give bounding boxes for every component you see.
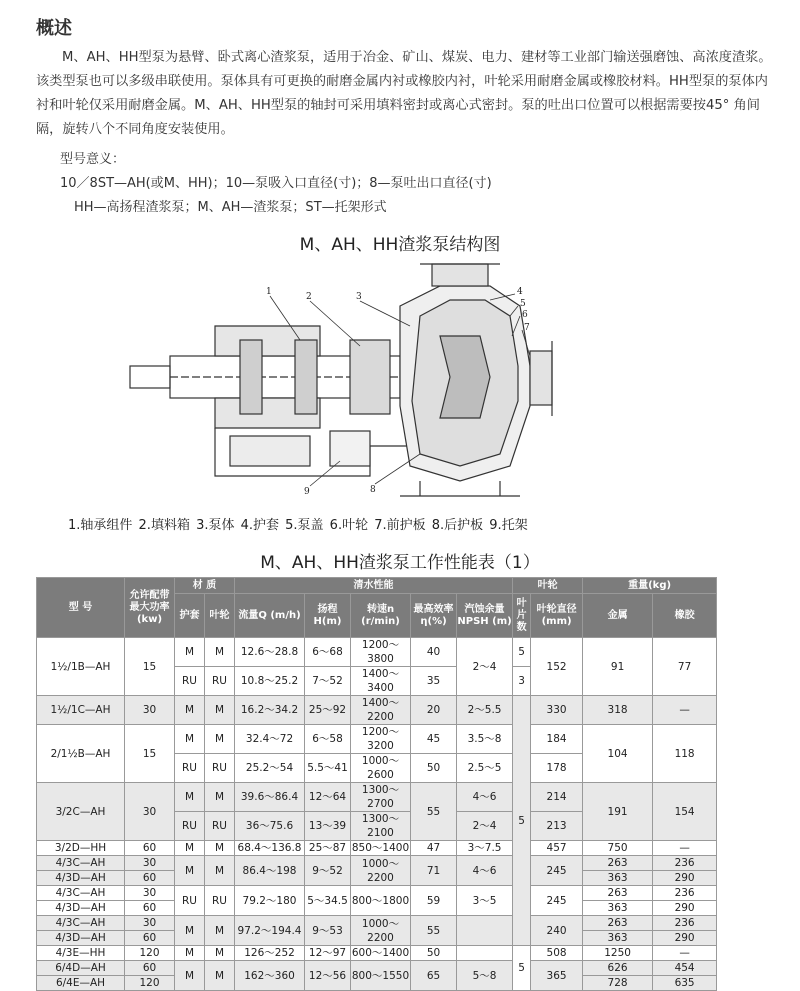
model-meaning-line-1: 10／8ST—AH(或M、HH)；10—泵吸入口直径(寸)；8—泵吐出口直径(寸) [60,176,492,191]
table-cell: 40 [411,638,457,667]
table-cell: 2～5.5 [457,696,513,725]
table-cell: 330 [531,696,583,725]
table-cell: 7～52 [305,667,351,696]
table-cell: 55 [411,783,457,841]
table-cell [457,916,513,946]
table-cell: 1200～3800 [351,638,411,667]
table-cell: 6/4E—AH [37,976,125,991]
diagram-title: M、AH、HH渣浆泵结构图 [299,235,501,255]
table-cell: 30 [125,783,175,841]
table-cell: 152 [531,638,583,696]
stuffing-box [350,340,390,414]
table-row [37,783,717,812]
callout-6: 6 [522,310,528,320]
table-cell: 36～75.6 [235,812,305,841]
table-cell: 4/3D—AH [37,901,125,916]
table-cell: 97.2～194.4 [235,916,305,946]
callout-5: 5 [520,299,526,309]
table-cell: 35 [411,667,457,696]
table-cell: 236 [653,916,717,931]
suction-inlet [530,351,552,405]
table-cell: 4～6 [457,856,513,886]
header-impeller: 叶轮 [513,578,583,594]
table-cell: 4/3E—HH [37,946,125,961]
table-cell: M [205,783,235,812]
header-weight-metal: 金属 [583,594,653,638]
section-heading: 概述 [36,18,72,39]
table-cell: 4/3C—AH [37,916,125,931]
table-cell: 50 [411,754,457,783]
table-cell: 12～64 [305,783,351,812]
model-meaning-line-2: HH—高扬程渣浆泵；M、AH—渣浆泵；ST—托架形式 [74,200,387,215]
table-cell: 25～87 [305,841,351,856]
table-cell: 30 [125,696,175,725]
table-cell: 5.5～41 [305,754,351,783]
callout-2: 2 [306,292,312,302]
table-cell: 318 [583,696,653,725]
table-cell: 236 [653,886,717,901]
table-cell: 6～58 [305,725,351,754]
callout-8: 8 [370,485,376,495]
table-cell: 118 [653,725,717,783]
table-cell: 1300～2100 [351,812,411,841]
table-cell: 1300～2700 [351,783,411,812]
table-cell: 363 [583,901,653,916]
table-cell: 47 [411,841,457,856]
table-cell: 3/2C—AH [37,783,125,841]
header-head: 扬程 H(m) [305,594,351,638]
table-row [37,946,717,961]
table-cell: 184 [531,725,583,754]
table-cell: M [175,961,205,991]
table-cell [457,946,513,961]
table-cell: 12～97 [305,946,351,961]
header-imp-material: 叶轮 [205,594,235,638]
table-cell: 5～34.5 [305,886,351,916]
table-cell: 60 [125,961,175,976]
pump-structure-diagram [120,256,560,506]
header-blades: 叶片数 [513,594,531,638]
table-cell: 263 [583,916,653,931]
shaft-end [130,366,170,388]
table-cell: 50 [411,946,457,961]
header-power: 允许配带最大功率(kw) [125,578,175,638]
table-cell: 65 [411,961,457,991]
table-cell: 363 [583,931,653,946]
table-cell: 77 [653,638,717,696]
table-cell: 60 [125,901,175,916]
header-impeller-dia: 叶轮直径 (mm) [531,594,583,638]
callout-4: 4 [517,287,523,297]
table-row [37,856,717,871]
table-cell: 626 [583,961,653,976]
header-model: 型 号 [37,578,125,638]
table-cell: 68.4～136.8 [235,841,305,856]
table-cell: 30 [125,886,175,901]
table-cell: 162～360 [235,961,305,991]
table-cell: M [175,916,205,946]
table-row [37,725,717,754]
table-cell: 1200～3200 [351,725,411,754]
table-cell: 6/4D—AH [37,961,125,976]
header-clear-water: 清水性能 [235,578,513,594]
table-cell: 154 [653,783,717,841]
table-cell: 508 [531,946,583,961]
table-cell: 728 [583,976,653,991]
table-cell: 1250 [583,946,653,961]
callout-7: 7 [524,323,530,333]
table-cell: 2～4 [457,812,513,841]
table-cell: M [175,841,205,856]
table-cell: 1½/1B—AH [37,638,125,696]
table-row [37,841,717,856]
table-cell: 245 [531,856,583,886]
table-cell: 3 [513,667,531,696]
table-cell: 86.4～198 [235,856,305,886]
table-cell: 5 [513,696,531,946]
table-cell: RU [175,886,205,916]
table-cell: 4/3D—AH [37,931,125,946]
frame-support [230,436,310,466]
bearing-right [295,340,317,414]
table-cell: 45 [411,725,457,754]
table-cell: 4/3C—AH [37,856,125,871]
table-cell: 15 [125,725,175,783]
table-cell: 16.2～34.2 [235,696,305,725]
table-cell: 1000～2200 [351,856,411,886]
table-cell: 60 [125,871,175,886]
table-cell: 2～4 [457,638,513,696]
table-cell: 30 [125,856,175,871]
table-cell: 2/1½B—AH [37,725,125,783]
table-cell: 60 [125,841,175,856]
table-row [37,961,717,976]
table-cell: 178 [531,754,583,783]
table-cell: 263 [583,856,653,871]
table-cell: M [205,725,235,754]
table-cell: RU [175,667,205,696]
table-cell: M [175,696,205,725]
table-cell: 5 [513,638,531,667]
table-cell: M [175,783,205,812]
table-cell: 240 [531,916,583,946]
table-cell: M [205,916,235,946]
header-weight: 重量(kg) [583,578,717,594]
table-cell: 13～39 [305,812,351,841]
table-cell: M [175,725,205,754]
table-cell: 1400～3400 [351,667,411,696]
table-cell: RU [205,812,235,841]
table-cell: 800～1550 [351,961,411,991]
table-row [37,638,717,667]
header-npsh: 汽蚀余量 NPSH (m) [457,594,513,638]
header-flow: 流量Q (m/h) [235,594,305,638]
header-speed: 转速n (r/min) [351,594,411,638]
bearing-left [240,340,262,414]
table-cell: 213 [531,812,583,841]
performance-table [36,577,717,991]
table-cell: — [653,946,717,961]
table-title: M、AH、HH渣浆泵工作性能表（1） [260,553,540,573]
table-cell: 30 [125,916,175,931]
table-cell: M [175,638,205,667]
table-row [37,696,717,725]
table-cell: 59 [411,886,457,916]
table-cell: 214 [531,783,583,812]
table-cell: 10.8～25.2 [235,667,305,696]
table-cell: RU [205,886,235,916]
table-cell: 3～7.5 [457,841,513,856]
table-cell: RU [205,667,235,696]
model-meaning-title: 型号意义： [60,152,126,167]
table-cell: 25.2～54 [235,754,305,783]
header-sheath: 护套 [175,594,205,638]
table-cell: 6～68 [305,638,351,667]
table-cell: RU [175,812,205,841]
table-cell: — [653,696,717,725]
intro-paragraph: M、AH、HH型泵为悬臂、卧式离心渣浆泵，适用于冶金、矿山、煤炭、电力、建材等工业部门输送强磨蚀、高浓度渣浆。该类型泵也可以多级串联使用。泵体具有可更换的耐磨金属内衬或橡胶内衬，叶轮采用耐磨金属或橡胶材料。HH型泵的泵体内衬和叶轮仅采用耐磨金属。M、AH、HH型泵的轴封可采用填料密封或离心式密封。泵的吐出口位置可以根据需要按45° 角间隔，旋转八个不同角度安装使用。 [36,50,772,137]
discharge-outlet [432,264,488,286]
table-cell: 290 [653,871,717,886]
table-cell: 20 [411,696,457,725]
table-cell: M [205,841,235,856]
table-cell: 454 [653,961,717,976]
table-cell: 3～5 [457,886,513,916]
table-cell: 1000～2200 [351,916,411,946]
table-cell: 263 [583,886,653,901]
table-cell: M [205,946,235,961]
frame-adjuster [330,431,370,466]
table-cell: RU [175,754,205,783]
table-cell: 15 [125,638,175,696]
table-cell: 4/3D—AH [37,871,125,886]
table-cell: 12.6～28.8 [235,638,305,667]
table-cell: 600～1400 [351,947,410,959]
table-cell: 120 [125,976,175,991]
table-cell: 32.4～72 [235,725,305,754]
table-cell: 1400～2200 [351,696,411,725]
table-cell: 39.6～86.4 [235,783,305,812]
table-cell: 104 [583,725,653,783]
table-cell: 363 [583,871,653,886]
table-cell: 71 [411,856,457,886]
table-cell: 91 [583,638,653,696]
table-cell: RU [205,754,235,783]
table-row [37,886,717,901]
table-cell: M [205,638,235,667]
table-cell: M [175,856,205,886]
table-cell: 126～252 [235,946,305,961]
table-cell: 2.5～5 [457,754,513,783]
table-cell: 850～1400 [351,842,410,854]
table-cell: 55 [411,916,457,946]
table-cell: 750 [583,841,653,856]
table-cell: — [653,841,717,856]
table-cell: 5 [513,946,531,991]
table-cell: 25～92 [305,696,351,725]
header-weight-rubber: 橡胶 [653,594,717,638]
table-cell: 3.5～8 [457,725,513,754]
table-cell: 79.2～180 [235,886,305,916]
table-cell: 3/2D—HH [37,841,125,856]
table-cell: 9～52 [305,856,351,886]
table-cell: 4/3C—AH [37,886,125,901]
table-cell: 9～53 [305,916,351,946]
table-cell: 191 [583,783,653,841]
table-cell: 12～56 [305,961,351,991]
table-cell: M [205,961,235,991]
table-cell: 5～8 [457,961,513,991]
table-cell: M [175,946,205,961]
table-cell: 120 [125,946,175,961]
table-cell: 1½/1C—AH [37,696,125,725]
table-cell: 290 [653,931,717,946]
table-cell: 4～6 [457,783,513,812]
diagram-legend: 1.轴承组件 2.填料箱 3.泵体 4.护套 5.泵盖 6.叶轮 7.前护板 8.后护板 9.托架 [68,518,528,533]
header-material: 材 质 [175,578,235,594]
table-cell: 60 [125,931,175,946]
table-cell: M [205,856,235,886]
table-cell: 1000～2600 [351,754,411,783]
table-cell: M [205,696,235,725]
table-row [37,916,717,931]
table-cell: 236 [653,856,717,871]
table-cell: 245 [531,886,583,916]
callout-1: 1 [266,287,272,297]
callout-3: 3 [356,292,362,302]
table-cell: 290 [653,901,717,916]
header-efficiency: 最高效率 η(%) [411,594,457,638]
callout-9: 9 [304,487,310,497]
table-cell: 800～1800 [351,886,411,916]
table-cell: 365 [531,961,583,991]
table-cell: 635 [653,976,717,991]
table-cell: 457 [531,841,583,856]
